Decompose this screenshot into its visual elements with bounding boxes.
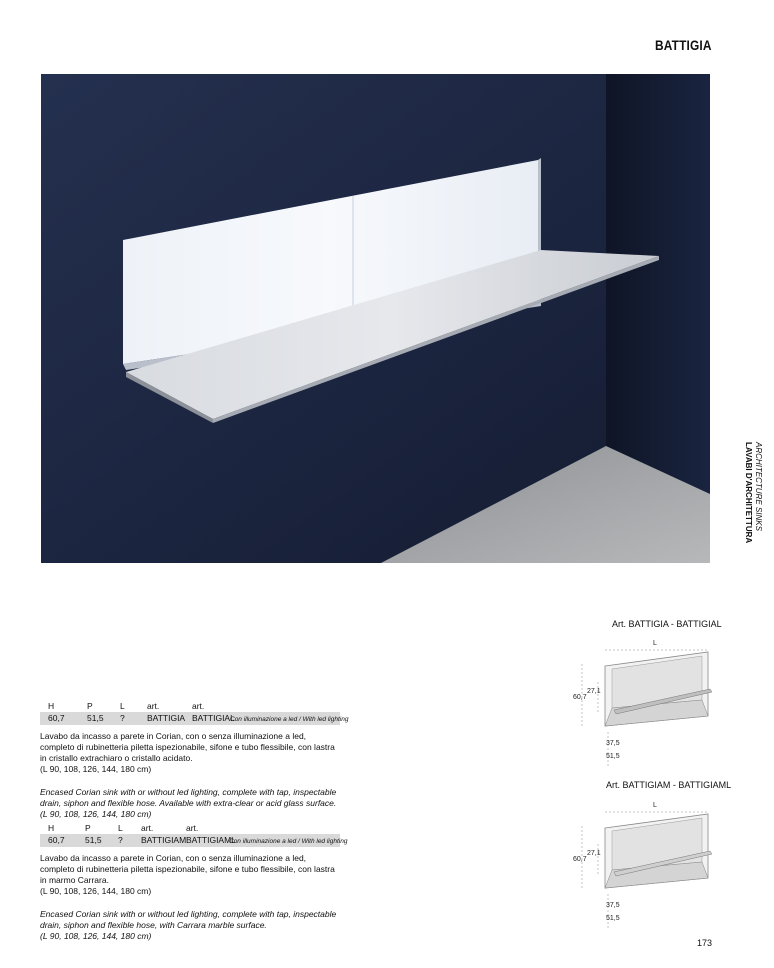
header-l: L xyxy=(118,823,123,833)
header-p: P xyxy=(85,823,91,833)
section-tab-italian: LAVABI D'ARCHITETTURA xyxy=(744,442,753,544)
header-art: art. xyxy=(141,823,154,833)
value-art-led: BATTIGIAML xyxy=(186,835,236,845)
header-h: H xyxy=(48,701,55,711)
spec-block-battigia xyxy=(40,700,349,820)
product-photo xyxy=(41,74,710,563)
dim-depth-2: 51,5 xyxy=(606,915,620,922)
header-art: art. xyxy=(147,701,160,711)
header-h: H xyxy=(48,823,55,833)
drawing-label-battigia: Art. BATTIGIA - BATTIGIAL xyxy=(612,619,722,629)
battigia-sink-illustration xyxy=(41,74,710,563)
dim-depth-1: 37,5 xyxy=(606,902,620,909)
value-art: BATTIGIAM xyxy=(141,835,187,845)
dim-depth-1: 37,5 xyxy=(606,740,620,747)
value-l: ? xyxy=(120,713,125,723)
spec-value-row xyxy=(40,712,349,725)
dim-l: L xyxy=(653,802,657,809)
header-art-led: art. xyxy=(192,701,205,711)
page-number: 173 xyxy=(697,938,713,948)
header-l: L xyxy=(120,701,125,711)
dim-height: 60,7 xyxy=(573,856,587,863)
dim-height: 60,7 xyxy=(573,694,587,701)
english-description: Encased Corian sink with or without led lighting, complete with tap, inspectable drain, siphon and flexible hose, with Carrara marble surface. (L 90, 108, 126, 144, 180 cm) xyxy=(40,909,337,941)
italian-description: Lavabo da incasso a parete in Corian, con o senza illuminazione a led, completo di rubinetteria piletta ispezionabile, sifone e tubo flessibile, con lastra in marmo Carrara. (L 90, 108, 126, 144, 180 cm) xyxy=(40,853,335,896)
header-art-led: art. xyxy=(186,823,199,833)
section-tab xyxy=(743,442,771,557)
technical-drawing-battigiam xyxy=(572,798,722,933)
value-h: 60,7 xyxy=(48,713,65,723)
drawing-battigia xyxy=(572,636,722,771)
page-title: BATTIGIA xyxy=(655,37,712,53)
led-note: Con illuminazione a led / With led lighting xyxy=(230,716,349,723)
value-p: 51,5 xyxy=(87,713,104,723)
value-l: ? xyxy=(118,835,123,845)
spec-block-battigiam xyxy=(40,822,348,942)
spec-header-row xyxy=(40,700,340,712)
technical-drawing-battigia xyxy=(572,636,722,771)
italian-description: Lavabo da incasso a parete in Corian, con o senza illuminazione a led, completo di rubinetteria piletta ispezionabile, sifone e tubo flessibile, con lastra in cristallo extrachiaro o cristallo acidato. (L 90, 108, 126, 144, 180 cm) xyxy=(40,731,335,774)
section-tab-english: ARCHITECTURE SINKS xyxy=(754,442,763,531)
value-h: 60,7 xyxy=(48,835,65,845)
spec-header-row xyxy=(40,822,340,834)
dim-depth-2: 51,5 xyxy=(606,753,620,760)
drawing-battigiam xyxy=(572,798,722,933)
value-art-led: BATTIGIAL xyxy=(192,713,235,723)
value-art: BATTIGIA xyxy=(147,713,186,723)
dim-inner: 27,1 xyxy=(587,850,601,857)
dim-l: L xyxy=(653,640,657,647)
header-p: P xyxy=(87,701,93,711)
spec-value-row xyxy=(40,834,348,847)
dim-inner: 27,1 xyxy=(587,688,601,695)
drawing-label-battigiam: Art. BATTIGIAM - BATTIGIAML xyxy=(606,780,732,790)
led-note: Con illuminazione a led / With led lighting xyxy=(229,838,348,845)
value-p: 51,5 xyxy=(85,835,102,845)
english-description: Encased Corian sink with or without led lighting, complete with tap, inspectable drain, siphon and flexible hose. Available with extra-clear or acid glass surface. (L 90, 108, 126, 144, 180 cm) xyxy=(40,787,337,819)
